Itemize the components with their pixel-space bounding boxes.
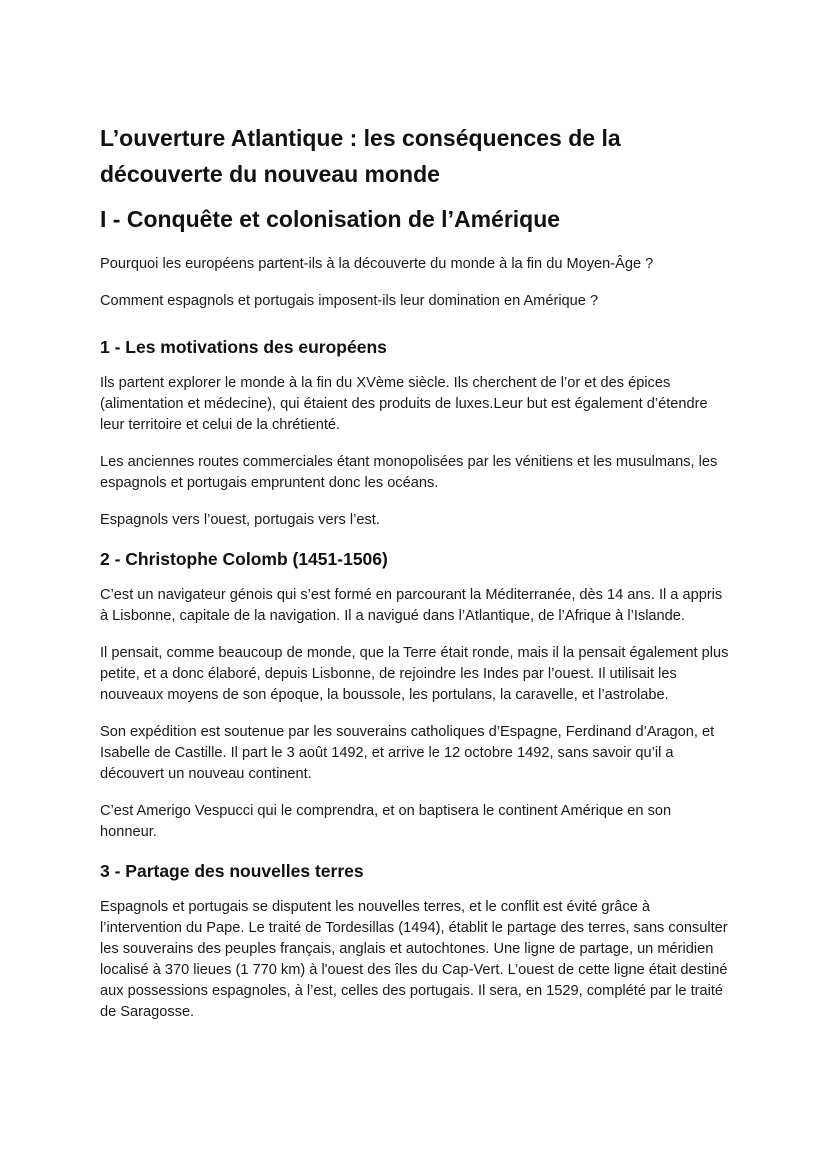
paragraph-motivations-3: Espagnols vers l’ouest, portugais vers l’est. bbox=[100, 512, 380, 528]
subsection-heading-motivations: 1 - Les motivations des européens bbox=[100, 337, 387, 357]
paragraph-partage-1: Espagnols et portugais se disputent les nouvelles terres, et le conflit est évité grâce à l’intervention du Pape. Le traité de Tordesillas (1494), établit le partage des terres, sans consulter les souverains des peuples français, anglais et autochtones. Une ligne de partage, un méridien localisé à 370 lieues (1 770 km) à l'ouest des îles du Cap-Vert. L’ouest de cette ligne était destiné aux possessions espagnoles, à l’est, celles des portugais. Il sera, en 1529, complété par le traité de Saragosse. bbox=[100, 899, 728, 1020]
document-title: L’ouverture Atlantique : les conséquences de la découverte du nouveau monde bbox=[100, 125, 621, 187]
paragraph-colomb-3: Son expédition est soutenue par les souverains catholiques d’Espagne, Ferdinand d’Aragon, et Isabelle de Castille. Il part le 3 août 1492, et arrive le 12 octobre 1492, sans savoir qu’il a découvert un nouveau continent. bbox=[100, 724, 715, 782]
paragraph-motivations-1: Ils partent explorer le monde à la fin du XVème siècle. Ils cherchent de l’or et des épices (alimentation et médecine), qui étaient des produits de luxes.Leur but est également d’étendre leur territoire et celui de la chrétienté. bbox=[100, 375, 708, 433]
paragraph-motivations-2: Les anciennes routes commerciales étant monopolisées par les vénitiens et les musulmans, les espagnols et portugais empruntent donc les océans. bbox=[100, 454, 718, 491]
paragraph-colomb-1: C’est un navigateur génois qui s’est formé en parcourant la Méditerranée, dès 14 ans. Il a appris à Lisbonne, capitale de la navigation. Il a navigué dans l’Atlantique, de l’Afrique à l’Islande. bbox=[100, 587, 723, 624]
intro-question-2: Comment espagnols et portugais imposent-ils leur domination en Amérique ? bbox=[100, 293, 599, 309]
subsection-heading-partage: 3 - Partage des nouvelles terres bbox=[100, 861, 364, 881]
paragraph-colomb-2: Il pensait, comme beaucoup de monde, que la Terre était ronde, mais il la pensait également plus petite, et a donc élaboré, depuis Lisbonne, de rejoindre les Indes par l’ouest. Il utilisait les nouveaux moyens de son époque, la boussole, les portulans, la caravelle, et l’astrolabe. bbox=[100, 645, 729, 703]
subsection-heading-colomb: 2 - Christophe Colomb (1451-1506) bbox=[100, 549, 388, 569]
paragraph-colomb-4: C’est Amerigo Vespucci qui le comprendra, et on baptisera le continent Amérique en son honneur. bbox=[100, 803, 672, 840]
document-page bbox=[100, 120, 730, 1039]
section-heading-conquete: I - Conquête et colonisation de l’Amérique bbox=[100, 206, 561, 232]
intro-question-1: Pourquoi les européens partent-ils à la découverte du monde à la fin du Moyen-Âge ? bbox=[100, 256, 654, 272]
